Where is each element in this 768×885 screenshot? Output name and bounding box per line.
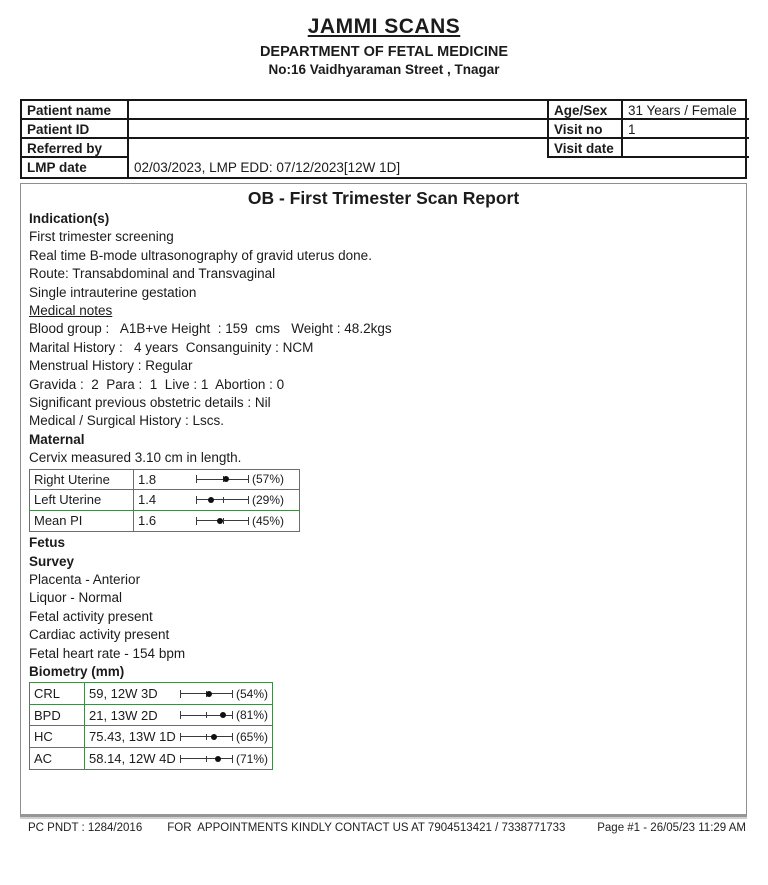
visit-no-value: 1 <box>623 120 749 139</box>
medical-note-line: Blood group : A1B+ve Height : 159 cms Weight : 48.2kgs <box>29 321 392 337</box>
measurement-value: 1.6 <box>138 513 157 529</box>
biometry-row-value <box>85 705 272 727</box>
percentile-glyph <box>180 731 233 743</box>
maternal-row-label: Mean PI <box>30 511 134 532</box>
percentile-glyph <box>180 753 233 765</box>
percentile-dot <box>217 518 223 524</box>
percentile-glyph <box>180 688 233 700</box>
medical-note-line: Menstrual History : Regular <box>29 358 193 374</box>
clinic-address: No:16 Vaidhyaraman Street , Tnagar <box>268 62 500 77</box>
patient-info-table <box>20 99 747 179</box>
biometry-row-label: CRL <box>30 683 85 705</box>
report-box <box>20 183 747 817</box>
patient-id-label: Patient ID <box>22 120 129 139</box>
percentile-dot <box>211 734 217 740</box>
referred-by-label: Referred by <box>22 139 129 158</box>
biometry-row-label: AC <box>30 748 85 770</box>
maternal-row-label: Left Uterine <box>30 490 134 511</box>
measurement-value: 21, 13W 2D <box>89 707 158 723</box>
biometry-row-value <box>85 683 272 705</box>
percentile-label: (57%) <box>252 472 285 487</box>
percentile-glyph <box>180 709 233 721</box>
percentile-dot <box>220 712 226 718</box>
report-content <box>21 210 746 770</box>
clinic-department: DEPARTMENT OF FETAL MEDICINE <box>259 44 509 60</box>
percentile-glyph <box>196 494 249 506</box>
age-sex-label: Age/Sex <box>549 101 623 120</box>
maternal-row-value <box>134 490 299 511</box>
measurement-value: 59, 12W 3D <box>89 686 158 702</box>
cervix-line: Cervix measured 3.10 cm in length. <box>29 450 242 466</box>
measurement-value: 1.8 <box>138 471 157 487</box>
lmp-date-value: 02/03/2023, LMP EDD: 07/12/2023[12W 1D] <box>134 160 401 175</box>
lmp-date-label: LMP date <box>22 158 129 177</box>
medical-note-line: Medical / Surgical History : Lscs. <box>29 413 225 429</box>
page-footer <box>28 822 746 834</box>
survey-line: Fetal activity present <box>29 608 153 624</box>
referred-by-value <box>129 139 549 158</box>
page-number-timestamp: Page #1 - 26/05/23 11:29 AM <box>597 822 746 834</box>
visit-date-value <box>623 139 749 158</box>
biometry-row-value <box>85 726 272 748</box>
maternal-row-value <box>134 470 299 491</box>
maternal-doppler-table <box>29 469 300 533</box>
indication-heading: Indication(s) <box>29 211 110 226</box>
survey-line: Placenta - Anterior <box>29 572 141 587</box>
percentile-label: (81%) <box>235 708 268 723</box>
clinic-name: JAMMI SCANS <box>307 15 461 38</box>
age-sex-value: 31 Years / Female <box>623 101 749 120</box>
percentile-dot <box>208 497 214 503</box>
survey-line: Cardiac activity present <box>29 627 170 643</box>
appointment-contact: FOR APPOINTMENTS KINDLY CONTACT US AT 7904513421 / 7338771733 <box>167 822 566 834</box>
percentile-dot <box>215 756 221 762</box>
indication-line: First trimester screening <box>29 229 174 245</box>
indication-line: Route: Transabdominal and Transvaginal <box>29 266 276 282</box>
patient-name-label: Patient name <box>22 101 129 120</box>
maternal-row-value <box>134 511 299 532</box>
percentile-dot <box>223 476 229 482</box>
biometry-row-label: HC <box>30 726 85 748</box>
visit-no-label: Visit no <box>549 120 623 139</box>
patient-id-value <box>129 120 549 139</box>
medical-note-line: Gravida : 2 Para : 1 Live : 1 Abortion : 0 <box>29 376 285 392</box>
fetus-heading: Fetus <box>29 535 66 551</box>
percentile-label: (29%) <box>252 492 285 507</box>
visit-date-label: Visit date <box>549 139 623 158</box>
percentile-glyph <box>196 473 249 485</box>
percentile-label: (65%) <box>235 729 268 744</box>
pndt-registration: PC PNDT : 1284/2016 <box>28 822 143 834</box>
medical-notes-heading: Medical notes <box>29 303 113 319</box>
biometry-row-label: BPD <box>30 705 85 727</box>
percentile-label: (71%) <box>235 751 268 766</box>
maternal-row-label: Right Uterine <box>30 470 134 491</box>
clinic-header <box>0 0 768 77</box>
medical-note-line: Marital History : 4 years Consanguinity : NCM <box>29 339 314 355</box>
percentile-glyph <box>196 515 249 527</box>
percentile-label: (45%) <box>252 513 285 528</box>
survey-line: Fetal heart rate - 154 bpm <box>29 645 186 661</box>
measurement-value: 1.4 <box>138 492 157 508</box>
maternal-heading: Maternal <box>29 431 85 447</box>
medical-note-line: Significant previous obstetric details : Nil <box>29 395 271 411</box>
report-title: OB - First Trimester Scan Report <box>247 188 520 208</box>
biometry-row-value <box>85 748 272 770</box>
survey-heading: Survey <box>29 553 75 569</box>
survey-line: Liquor - Normal <box>29 590 123 606</box>
indication-line: Single intrauterine gestation <box>29 284 197 300</box>
percentile-dot <box>206 691 212 697</box>
percentile-label: (54%) <box>235 686 268 701</box>
measurement-value: 58.14, 12W 4D <box>89 751 176 767</box>
indication-line: Real time B-mode ultrasonography of gravid uterus done. <box>29 247 372 263</box>
measurement-value: 75.43, 13W 1D <box>89 729 176 745</box>
biometry-table <box>29 682 273 770</box>
biometry-heading: Biometry (mm) <box>29 664 125 680</box>
patient-name-value <box>129 101 549 120</box>
